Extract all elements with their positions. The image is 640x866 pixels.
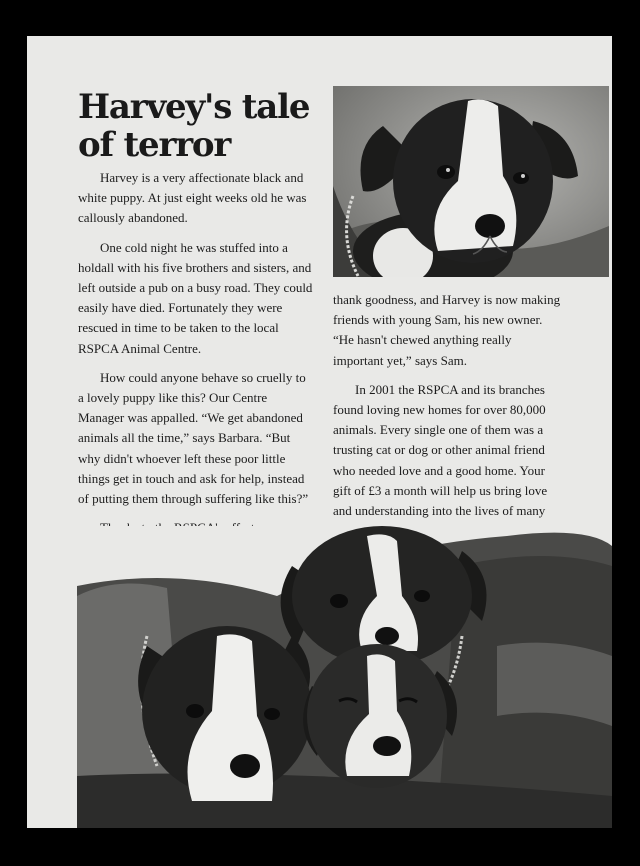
- paragraph: How could anyone behave so cruelly to a lovely puppy like this? Our Centre Manager was appalled. “We get abandoned animals all the time,” says Barbara. “But why didn't whoever left these poor little things get in touch and ask for help, instead of putting them through suffering like this?”: [78, 369, 309, 507]
- article-column-right: [333, 290, 561, 550]
- puppy-photo: [333, 86, 609, 277]
- magazine-page: [27, 36, 612, 828]
- article-title: Harvey's tale of terror: [78, 87, 310, 165]
- paragraph: One cold night he was stuffed into a holdall with his five brothers and sisters, and left outside a pub on a busy road. They could easily have died. Fortunately they were rescued in time to be taken to the local RSPCA Animal Centre.: [78, 239, 313, 356]
- paragraph: thank goodness, and Harvey is now making friends with young Sam, his new owner. “He hasn't chewed anything really important yet,” says Sam.: [333, 292, 561, 368]
- paragraph: In 2001 the RSPCA and its branches found loving new homes for over 80,000 animals. Every single one of them was a trusting cat or dog or other animal friend who needed love and a good home. Your gift of £3 a month will help us bring love and understanding into the lives of many: [333, 381, 548, 519]
- puppies-illustration: [77, 526, 612, 828]
- paragraph: Harvey is a very affectionate black and white puppy. At just eight weeks old he was callously abandoned.: [78, 170, 307, 226]
- puppies-in-holdall-photo: [77, 526, 612, 828]
- puppy-illustration: [333, 86, 609, 277]
